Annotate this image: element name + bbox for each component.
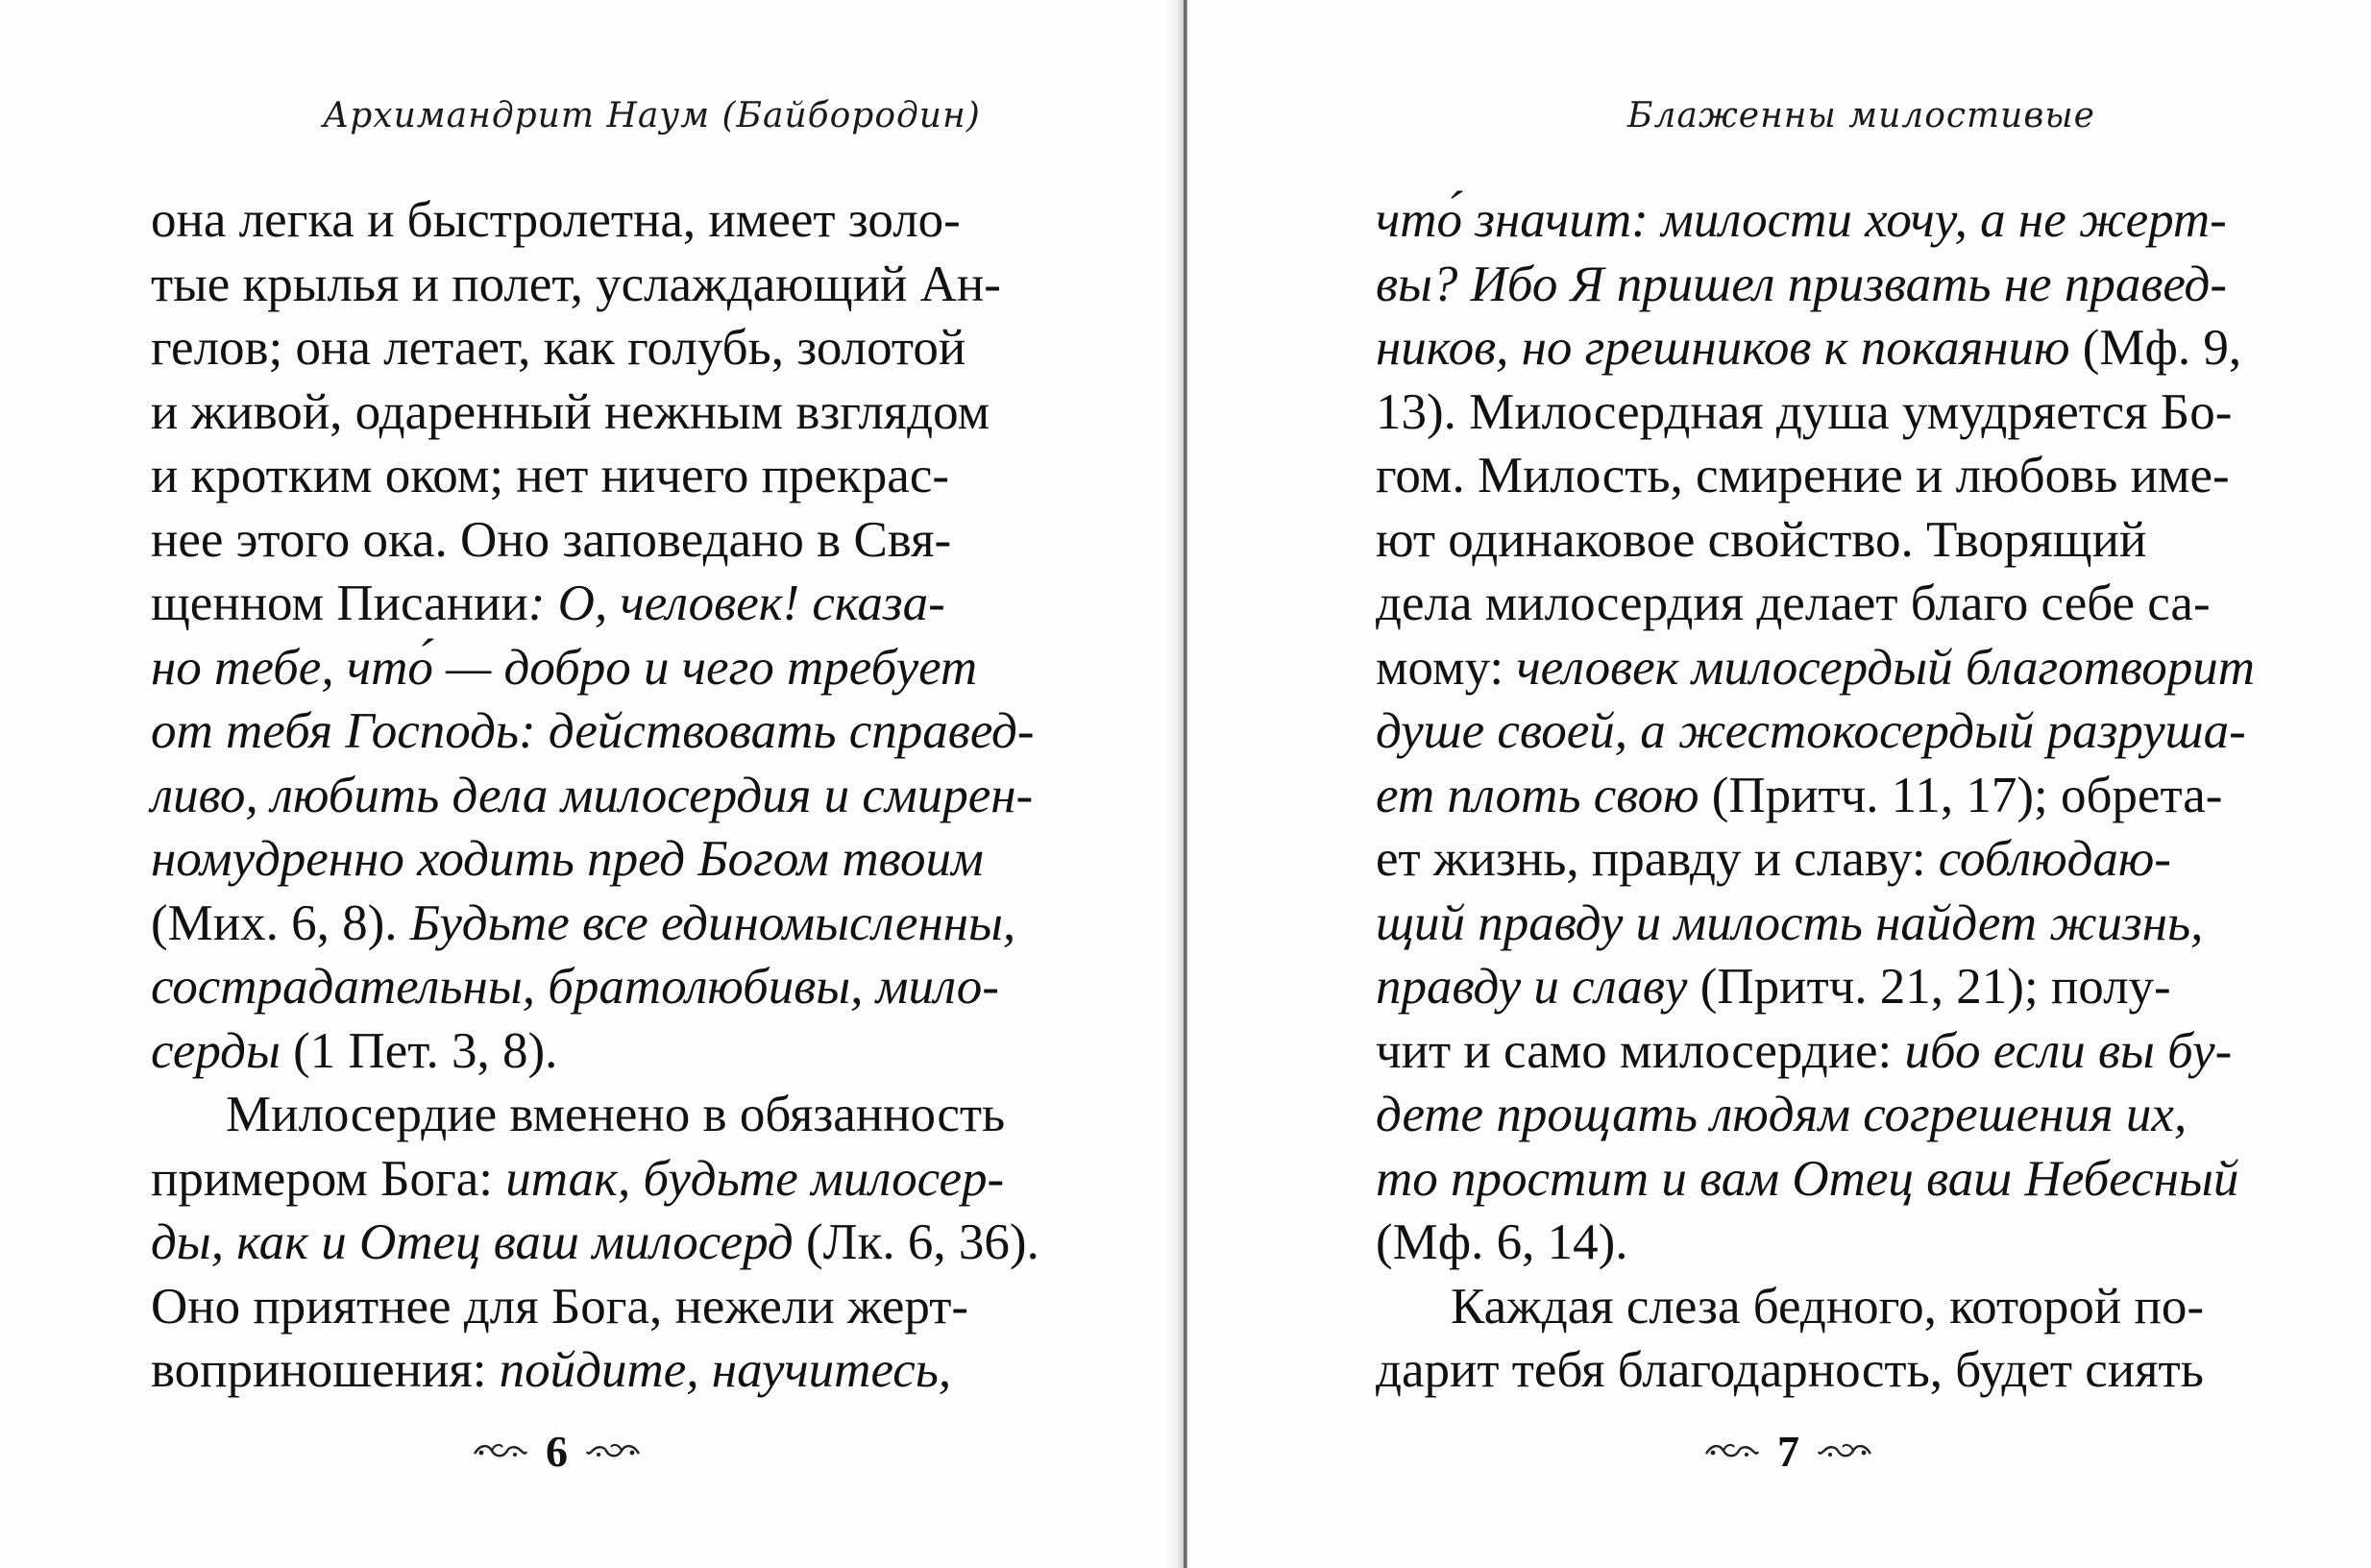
text-run: ет жизнь, правду и славу: [1376, 831, 1939, 887]
text-run: гом. Милость, смирение и любовь име- [1376, 448, 2230, 503]
italic-run: что́ значит: милости хочу, а не жерт- [1376, 192, 2227, 248]
text-line [1376, 1275, 2240, 1339]
text-line [151, 1083, 1015, 1147]
text-line [1376, 188, 2240, 253]
text-line [151, 636, 1015, 700]
text-line [151, 444, 1015, 508]
text-line [1376, 1083, 2240, 1147]
text-line [151, 572, 1015, 636]
italic-run: итак, будьте милосер- [505, 1150, 1005, 1207]
italic-run: ды, как и Отец ваш милосерд [151, 1214, 794, 1270]
text-line [1376, 444, 2240, 508]
text-line [1376, 827, 2240, 892]
italic-run: : О, человек! сказа- [527, 576, 945, 631]
text-line [151, 508, 1015, 573]
italic-run: Будьте все единомысленны, [409, 894, 1016, 951]
italic-run: человек милосердый благотворит [1516, 639, 2255, 696]
folio-left [473, 1422, 641, 1480]
text-run: и кротким оком; нет ничего прекрас- [151, 448, 949, 503]
text-line [1376, 1338, 2240, 1403]
running-head-left: Архимандрит Наум (Байбородин) [323, 96, 981, 135]
text-line [1376, 572, 2240, 636]
folio-right [1704, 1422, 1872, 1480]
text-line [1376, 636, 2255, 700]
page-number-left: 6 [546, 1426, 568, 1476]
text-run: (Лк. 6, 36). [793, 1214, 1039, 1270]
text-line [151, 827, 1015, 892]
text-run: (Мф. 9, [2069, 320, 2242, 376]
italic-run: номудренно ходить пред Богом твоим [151, 831, 984, 887]
text-line [151, 253, 1015, 317]
text-line [1376, 316, 2240, 380]
text-line [151, 1338, 1015, 1403]
text-run: (Мф. 6, 14). [1376, 1214, 1628, 1270]
ornament-right-icon [585, 1438, 641, 1463]
gutter-fold-line [1184, 0, 1186, 1568]
text-run: и живой, одаренный нежным взглядом [151, 383, 990, 440]
text-line [1376, 253, 2240, 317]
italic-run: ников, но грешников к покаянию [1376, 320, 2070, 376]
ornament-left-icon [473, 1438, 528, 1463]
text-run: (1 Пет. 3, 8). [280, 1022, 558, 1079]
text-line [151, 1147, 1015, 1212]
text-line [151, 955, 1015, 1019]
text-line [151, 892, 1015, 956]
text-line [1376, 1211, 2240, 1275]
italic-run: то простит и вам Отец ваш Небесный [1376, 1150, 2239, 1207]
ornament-right-icon [1817, 1438, 1872, 1463]
italic-run: соблюдаю- [1938, 831, 2171, 887]
text-line [1376, 955, 2240, 1019]
text-line [151, 699, 1035, 764]
italic-run: пойдите, научитесь, [499, 1342, 952, 1398]
italic-run: ливо, любить дела милосердия и смирен- [151, 767, 1034, 823]
text-line [151, 1019, 1015, 1084]
text-run: 13). Милосердная душа умудряется Бо- [1376, 383, 2233, 440]
text-run: мому: [1376, 639, 1517, 696]
italic-run: щий правду и милость найдет жизнь, [1376, 894, 2204, 951]
text-line [1376, 699, 2246, 764]
text-run: воприношения: [151, 1342, 500, 1398]
italic-run: вы? Ибо Я пришел призвать не правед- [1376, 256, 2227, 312]
text-run: Милосердие вменено в обязанность [226, 1087, 1006, 1142]
text-run: ют одинаковое свойство. Творящий [1376, 511, 2147, 568]
italic-run: дете прощать людям согрешения их, [1376, 1087, 2188, 1142]
italic-run: правду и славу [1376, 959, 1688, 1015]
page-number-right: 7 [1777, 1426, 1799, 1476]
text-line [1376, 1147, 2240, 1212]
text-line [151, 316, 1015, 380]
text-run: чит и само милосердие: [1376, 1022, 1905, 1079]
text-run: нее этого ока. Оно заповедано в Свя- [151, 511, 952, 568]
italic-run: от тебя Господь: действовать справед- [151, 703, 1035, 759]
text-line [1376, 380, 2240, 445]
italic-run: ибо если вы бу- [1904, 1022, 2233, 1079]
text-run: Оно приятнее для Бога, нежели жерт- [151, 1278, 969, 1335]
text-run: (Мих. 6, 8). [151, 894, 410, 951]
text-run: примером Бога: [151, 1150, 506, 1207]
text-line [1376, 892, 2240, 956]
text-run: Каждая слеза бедного, которой по- [1451, 1278, 2205, 1335]
text-run: (Притч. 21, 21); полу- [1687, 959, 2171, 1015]
text-run: тые крылья и полет, услаждающий Ан- [151, 256, 1001, 312]
text-line [151, 1211, 1039, 1275]
text-run: (Притч. 11, 17); обрета- [1699, 767, 2223, 823]
left-page [0, 0, 1180, 1568]
text-run: дарит тебя благодарность, будет сиять [1376, 1342, 2204, 1398]
right-page-body [1376, 188, 2255, 1403]
text-line [151, 188, 1015, 253]
right-page [1187, 0, 2371, 1568]
text-line [151, 764, 1034, 828]
italic-run: серды [151, 1022, 281, 1079]
text-line [1376, 508, 2240, 573]
italic-run: но тебе, что́ — добро и чего требует [151, 639, 978, 696]
text-run: дела милосердия делает благо себе са- [1376, 576, 2211, 631]
text-line [151, 1275, 1015, 1339]
text-line [1376, 1019, 2240, 1084]
left-page-body [151, 188, 1039, 1403]
italic-run: душе своей, а жестокосердый разруша- [1376, 703, 2246, 759]
text-line [151, 380, 1015, 445]
ornament-left-icon [1704, 1438, 1760, 1463]
text-run: щенном Писании [151, 576, 528, 631]
text-run: гелов; она летает, как голубь, золотой [151, 320, 966, 376]
text-line [1376, 764, 2240, 828]
text-run: она легка и быстролетна, имеет золо- [151, 192, 961, 248]
running-head-right: Блаженны милостивые [1627, 96, 2095, 135]
italic-run: сострадательны, братолюбивы, мило- [151, 959, 999, 1015]
italic-run: ет плоть свою [1376, 767, 1699, 823]
